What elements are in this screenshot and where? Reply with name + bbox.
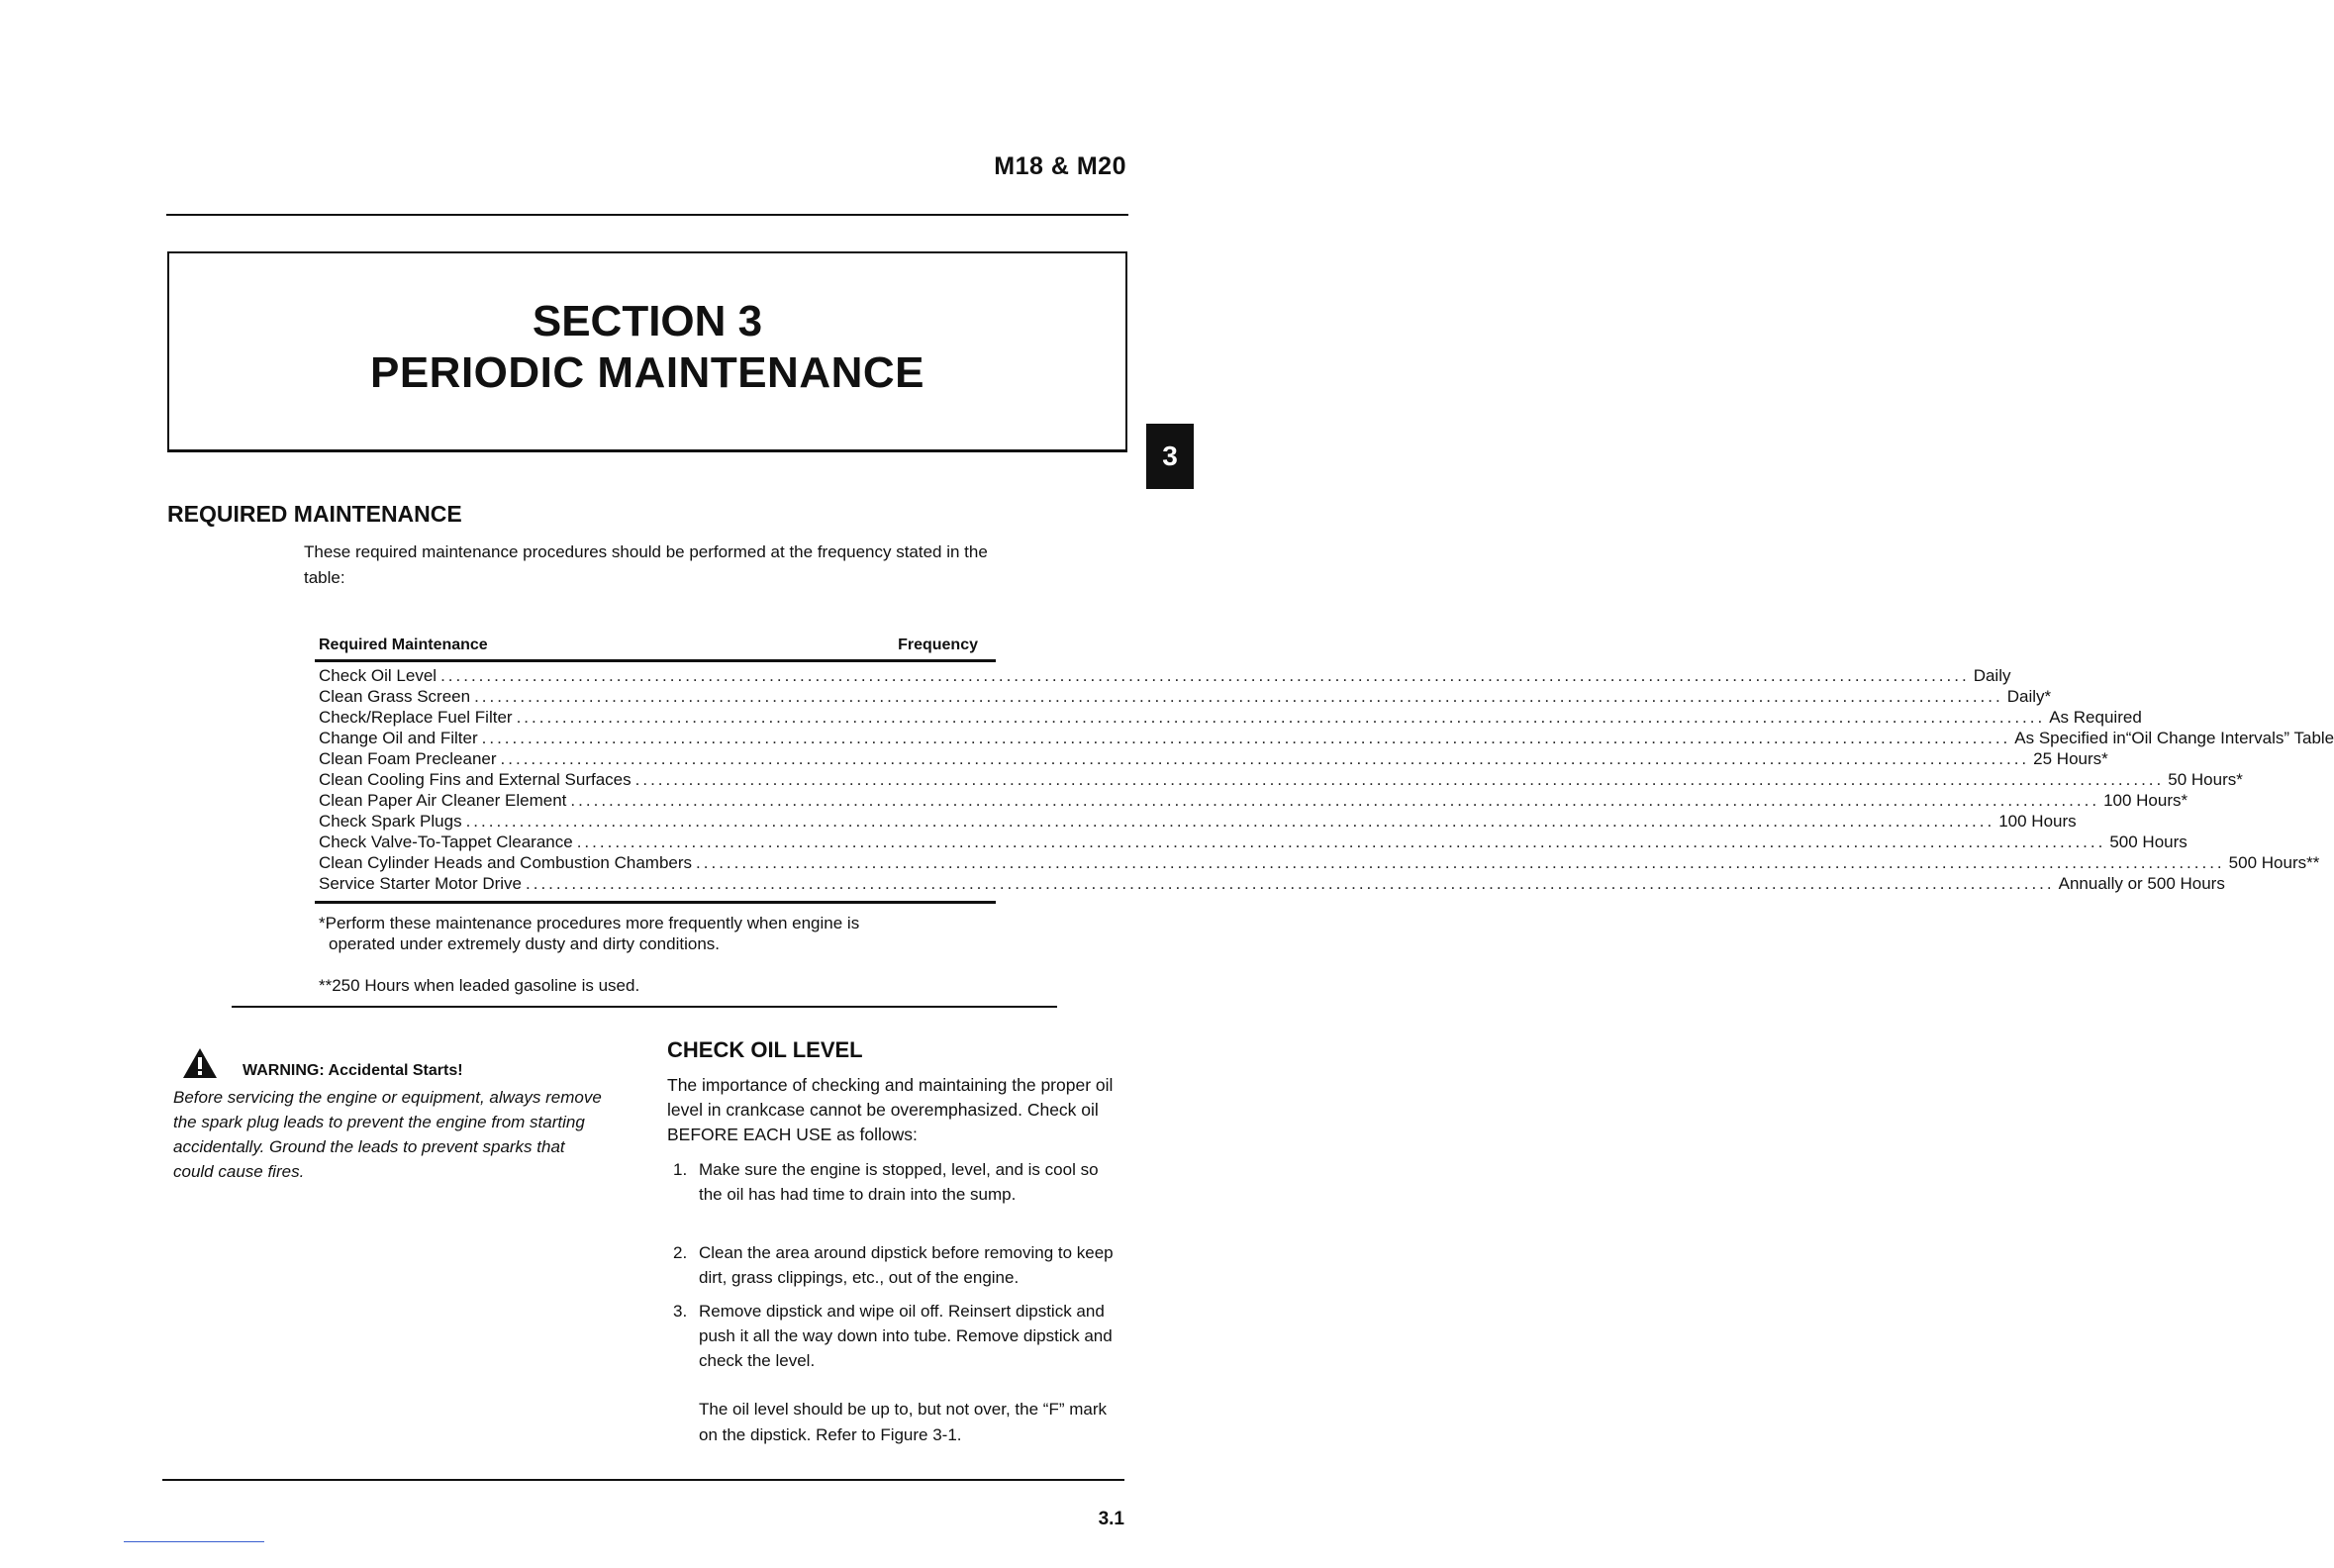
row-frequency: 100 Hours <box>1998 812 2077 831</box>
row-frequency: As Required <box>2049 708 2142 727</box>
table-row <box>319 791 2188 812</box>
leader-dots: ........................................................................................................................................................................................................ <box>500 749 2030 768</box>
leader-dots: ........................................................................................................................................................................................................ <box>440 666 1970 685</box>
row-task: Change Oil and Filter <box>319 729 478 747</box>
top-rule <box>166 214 1128 216</box>
row-task: Check Oil Level <box>319 666 438 685</box>
row-task: Clean Cylinder Heads and Combustion Chambers <box>319 853 693 872</box>
footnote-leaded-gasoline: **250 Hours when leaded gasoline is used. <box>319 976 640 995</box>
table-row <box>319 874 2225 895</box>
leader-dots: ........................................................................................................................................................................................................ <box>516 708 2046 727</box>
section-title-box <box>167 251 1127 452</box>
table-row <box>319 812 2077 833</box>
row-frequency: 500 Hours <box>2109 833 2188 851</box>
leader-dots: ........................................................................................................................................................................................................ <box>634 770 2165 789</box>
leader-dots: ........................................................................................................................................................................................................ <box>481 729 2011 747</box>
row-frequency: Daily <box>1973 666 2011 685</box>
table-row <box>319 770 2243 791</box>
leader-dots: ........................................................................................................................................................................................................ <box>696 853 2225 872</box>
section-title: PERIODIC MAINTENANCE <box>369 348 925 397</box>
table-row <box>319 833 2188 853</box>
leader-dots: ........................................................................................................................................................................................................ <box>570 791 2100 810</box>
table-rows <box>319 662 2334 895</box>
row-frequency: Annually or 500 Hours <box>2058 874 2225 893</box>
row-task: Clean Cooling Fins and External Surfaces <box>319 770 632 789</box>
table-row <box>319 687 2052 708</box>
oil-level-note: The oil level should be up to, but not over, the “F” mark on the dipstick. Refer to Figure 3-1. <box>699 1400 1107 1444</box>
table-footer-rule <box>315 901 996 904</box>
middle-rule <box>232 1006 1057 1008</box>
footnote-line-1: *Perform these maintenance procedures more frequently when engine is <box>319 914 860 932</box>
row-task: Check/Replace Fuel Filter <box>319 708 513 727</box>
step-number: 3. <box>673 1302 688 1321</box>
page-number: 3.1 <box>1098 1509 1124 1529</box>
required-maintenance-heading: REQUIRED MAINTENANCE <box>167 501 462 527</box>
section-number: SECTION 3 <box>532 297 763 345</box>
row-frequency: 100 Hours* <box>2103 791 2188 810</box>
step-number: 2. <box>673 1243 688 1262</box>
table-row <box>319 708 2142 729</box>
check-oil-intro: The importance of checking and maintaining the proper oil level in crankcase cannot be overemphasized. Check oil BEFORE EACH USE as follows: <box>667 1075 1114 1144</box>
footnote-dusty-conditions <box>319 913 962 954</box>
step-text: Clean the area around dipstick before removing to keep dirt, grass clippings, etc., out of the engine. <box>699 1243 1114 1287</box>
warning-triangle-icon <box>182 1047 218 1079</box>
row-frequency: Daily* <box>2006 687 2052 706</box>
section-tab-marker: 3 <box>1146 424 1194 489</box>
row-task: Clean Paper Air Cleaner Element <box>319 791 567 810</box>
step-text: Remove dipstick and wipe oil off. Reinsert dipstick and push it all the way down into tube. Remove dipstick and check the level. <box>699 1302 1113 1370</box>
row-task: Service Starter Motor Drive <box>319 874 522 893</box>
row-task: Check Valve-To-Tappet Clearance <box>319 833 573 851</box>
column-header-frequency: Frequency <box>898 637 978 653</box>
warning-body: Before servicing the engine or equipment, always remove the spark plug leads to prevent the engine from starting accidentally. Ground the leads to prevent sparks that could cause fires. <box>173 1088 602 1181</box>
header-model: M18 & M20 <box>994 152 1126 180</box>
row-frequency: As Specified in“Oil Change Intervals” Table <box>2014 729 2334 747</box>
table-row <box>319 749 2108 770</box>
leader-dots: ........................................................................................................................................................................................................ <box>526 874 2055 893</box>
leader-dots: ........................................................................................................................................................................................................ <box>474 687 2003 706</box>
maintenance-table <box>319 634 2334 904</box>
leader-dots: ........................................................................................................................................................................................................ <box>576 833 2106 851</box>
step-text: Make sure the engine is stopped, level, and is cool so the oil has had time to drain into the sump. <box>699 1160 1099 1204</box>
required-maintenance-intro: These required maintenance procedures should be performed at the frequency stated in the table: <box>304 542 988 587</box>
table-row <box>319 853 2320 874</box>
row-task: Clean Foam Precleaner <box>319 749 497 768</box>
row-frequency: 500 Hours** <box>2228 853 2320 872</box>
footnote-line-2: operated under extremely dusty and dirty conditions. <box>329 934 721 953</box>
decorative-line <box>124 1541 264 1542</box>
check-oil-heading: CHECK OIL LEVEL <box>667 1037 863 1062</box>
warning-title: WARNING: Accidental Starts! <box>243 1062 463 1079</box>
column-header-task: Required Maintenance <box>319 637 488 653</box>
table-header <box>319 634 996 657</box>
leader-dots: ........................................................................................................................................................................................................ <box>465 812 1995 831</box>
row-frequency: 50 Hours* <box>2168 770 2243 789</box>
step-number: 1. <box>673 1160 688 1179</box>
table-row <box>319 729 2334 749</box>
row-task: Check Spark Plugs <box>319 812 462 831</box>
bottom-rule <box>162 1479 1124 1481</box>
row-task: Clean Grass Screen <box>319 687 471 706</box>
row-frequency: 25 Hours* <box>2033 749 2108 768</box>
table-row <box>319 666 2011 687</box>
